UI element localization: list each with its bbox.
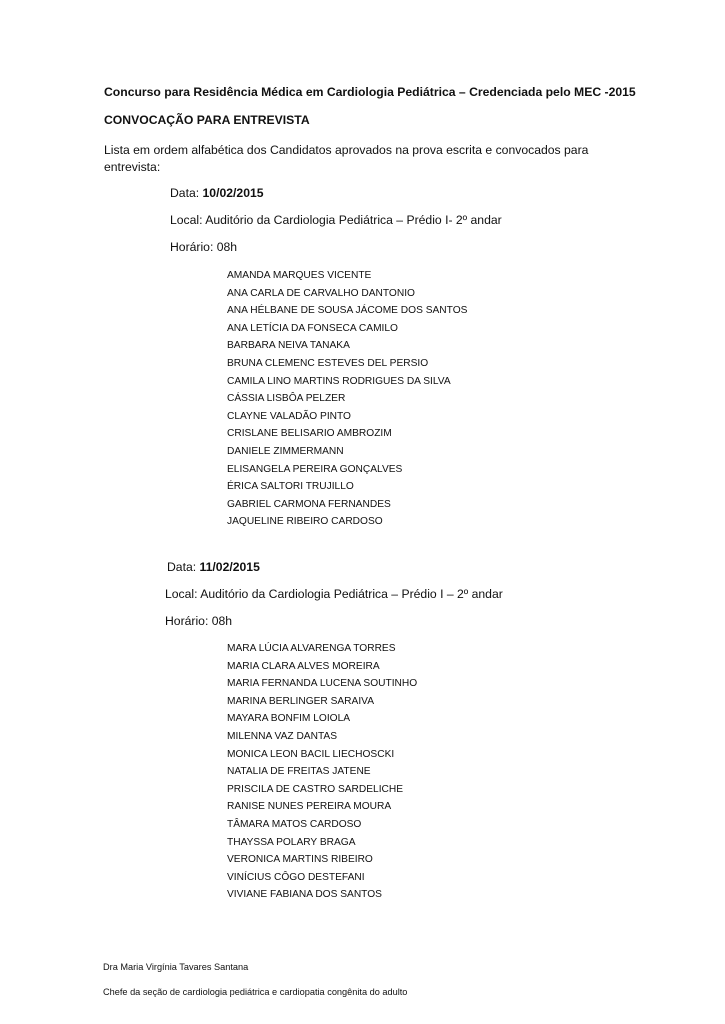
candidate-name: CRISLANE BELISARIO AMBROZIM bbox=[227, 428, 392, 440]
candidate-name: CAMILA LINO MARTINS RODRIGUES DA SILVA bbox=[227, 375, 451, 387]
candidate-name: CÁSSIA LISBÔA PELZER bbox=[227, 393, 346, 405]
candidate-name: PRISCILA DE CASTRO SARDELICHE bbox=[227, 783, 404, 795]
candidate-name: MILENNA VAZ DANTAS bbox=[227, 730, 338, 742]
candidate-name: MARIA FERNANDA LUCENA SOUTINHO bbox=[227, 678, 418, 690]
footer-role: Chefe da seção de cardiologia pediátrica e cardiopatia congênita do adulto bbox=[103, 987, 408, 997]
candidate-name: MONICA LEON BACIL LIECHOSCKI bbox=[227, 748, 395, 760]
candidate-name: ANA CARLA DE CARVALHO DANTONIO bbox=[227, 287, 415, 299]
candidate-name: MARIA CLARA ALVES MOREIRA bbox=[227, 660, 380, 672]
candidate-name: GABRIEL CARMONA FERNANDES bbox=[227, 498, 391, 510]
candidate-name: DANIELE ZIMMERMANN bbox=[227, 445, 344, 457]
session-1-time: Horário: 08h bbox=[170, 240, 238, 254]
candidate-name: ÉRICA SALTORI TRUJILLO bbox=[227, 481, 354, 493]
candidate-name: BARBARA NEIVA TANAKA bbox=[227, 340, 350, 352]
session-2-time: Horário: 08h bbox=[165, 614, 233, 628]
date-value: 10/02/2015 bbox=[202, 186, 264, 200]
date-label: Data: bbox=[170, 186, 200, 200]
session-2-date bbox=[167, 560, 260, 574]
candidate-name: TÂMARA MATOS CARDOSO bbox=[227, 818, 362, 830]
session-2-candidate-list bbox=[227, 640, 417, 904]
date-label: Data: bbox=[167, 560, 197, 574]
session-1-date bbox=[170, 186, 264, 200]
candidate-name: MARA LÚCIA ALVARENGA TORRES bbox=[227, 643, 396, 654]
candidate-name: THAYSSA POLARY BRAGA bbox=[227, 836, 356, 848]
document-title: Concurso para Residência Médica em Cardiologia Pediátrica – Credenciada pelo MEC -2015 bbox=[104, 85, 636, 99]
candidate-name: MARINA BERLINGER SARAIVA bbox=[227, 695, 375, 707]
candidate-name: AMANDA MARQUES VICENTE bbox=[227, 270, 372, 281]
intro-text: Lista em ordem alfabética dos Candidatos aprovados na prova escrita e convocados para entrevista: bbox=[104, 143, 589, 174]
session-1-local: Local: Auditório da Cardiologia Pediátrica – Prédio I- 2º andar bbox=[170, 213, 502, 227]
candidate-name: ANA LETÍCIA DA FONSECA CAMILO bbox=[227, 322, 398, 334]
candidate-name: ANA HÉLBANE DE SOUSA JÁCOME DOS SANTOS bbox=[227, 305, 468, 317]
candidate-name: JAQUELINE RIBEIRO CARDOSO bbox=[227, 516, 383, 528]
candidate-name: CLAYNE VALADÃO PINTO bbox=[227, 410, 351, 422]
candidate-name: MAYARA BONFIM LOIOLA bbox=[227, 713, 351, 725]
session-2-local: Local: Auditório da Cardiologia Pediátrica – Prédio I – 2º andar bbox=[165, 587, 503, 601]
candidate-name: VINÍCIUS CÔGO DESTEFANI bbox=[227, 871, 365, 883]
date-value: 11/02/2015 bbox=[199, 560, 260, 574]
candidate-name: ELISANGELA PEREIRA GONÇALVES bbox=[227, 463, 403, 475]
candidate-name: VIVIANE FABIANA DOS SANTOS bbox=[227, 889, 382, 901]
footer-signatory: Dra Maria Virgínia Tavares Santana bbox=[103, 962, 249, 972]
candidate-name: BRUNA CLEMENC ESTEVES DEL PERSIO bbox=[227, 357, 429, 369]
session-1-candidate-list bbox=[227, 267, 467, 531]
candidate-name: VERONICA MARTINS RIBEIRO bbox=[227, 854, 373, 866]
section-heading: CONVOCAÇÃO PARA ENTREVISTA bbox=[104, 113, 310, 127]
candidate-name: RANISE NUNES PEREIRA MOURA bbox=[227, 801, 392, 813]
candidate-name: NATALIA DE FREITAS JATENE bbox=[227, 766, 371, 778]
